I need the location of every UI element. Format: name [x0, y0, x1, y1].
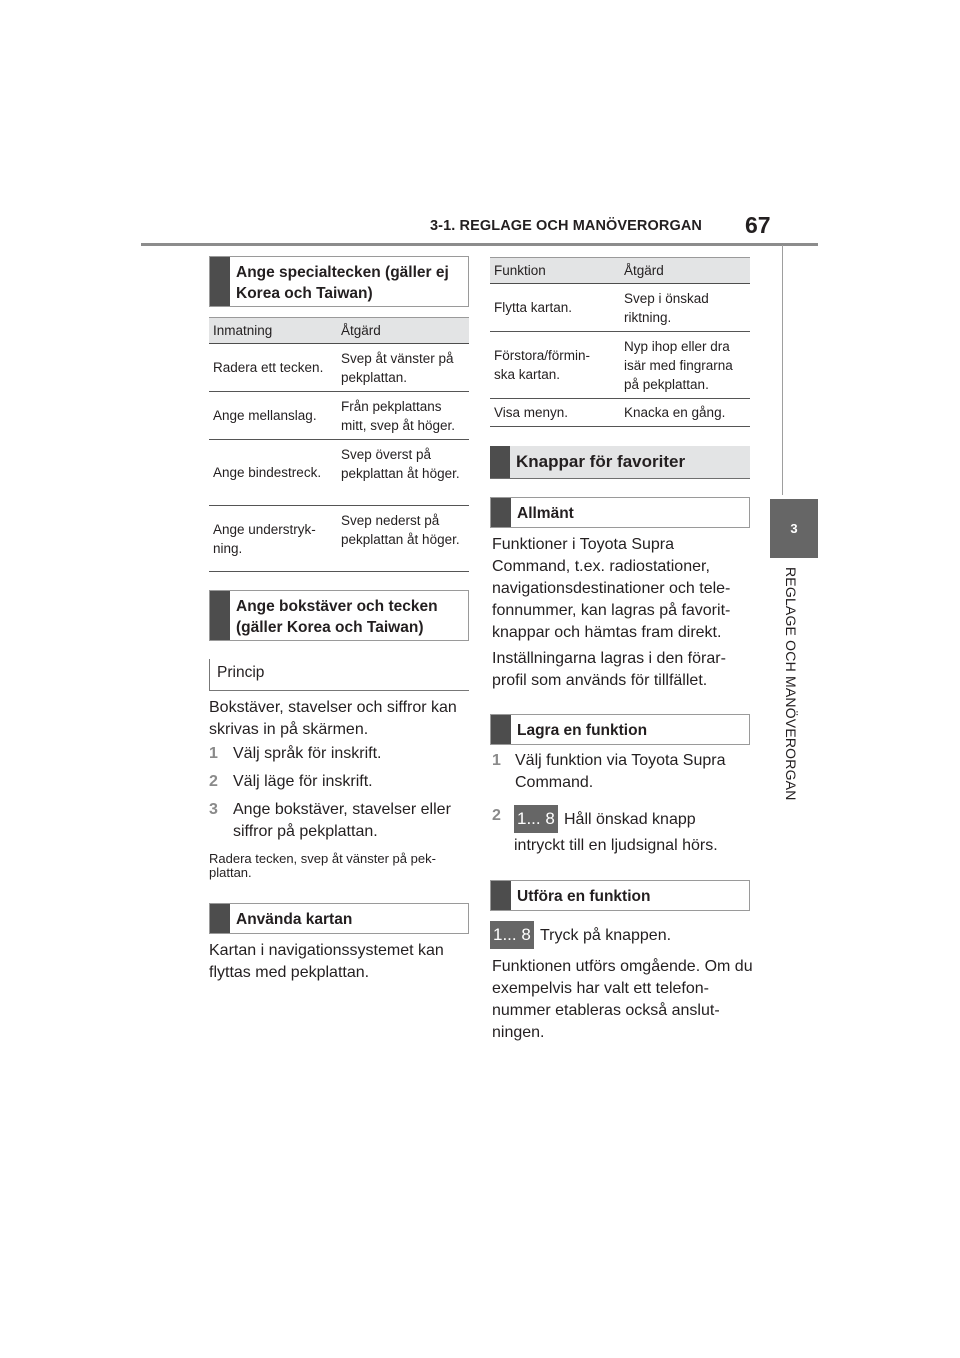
step-text: Välj språk för inskrift.	[233, 745, 382, 762]
table-row	[209, 506, 469, 572]
table-cell: Svep överst på pekplattan åt höger.	[337, 440, 469, 506]
general-paragraph-1: Funktioner i Toyota Supra Command, t.ex. radiostationer, navigationsdestinationer och tele-fonnummer, kan lagras på favorit-knappar och hämtas fram direkt.	[492, 536, 731, 641]
table-header: Åtgärd	[620, 258, 750, 284]
exec-line	[490, 921, 752, 951]
favorites-heading-text: Knappar för favoriter	[516, 452, 686, 471]
table-cell: Knacka en gång.	[620, 399, 750, 427]
general-heading-text: Allmänt	[517, 505, 574, 522]
principle-text: Princip	[217, 664, 265, 681]
table-row	[490, 332, 750, 399]
store-heading	[490, 714, 750, 745]
chapter-label: REGLAGE OCH MANÖVERORGAN	[783, 567, 799, 801]
table-header-row	[490, 258, 750, 284]
step-number: 1	[209, 745, 218, 762]
table-cell: Förstora/förmin-ska kartan.	[490, 332, 620, 399]
exec-heading	[490, 880, 750, 911]
step-1	[209, 743, 471, 765]
table-cell: Flytta kartan.	[490, 284, 620, 332]
special-chars-heading	[209, 256, 469, 307]
store-step-2-cont: intryckt till en ljudsignal hörs.	[514, 837, 718, 854]
map-functions-table	[490, 257, 750, 427]
step-text-a: Håll önskad knapp	[564, 811, 696, 828]
favorites-heading	[490, 446, 750, 479]
section-title: 3-1. REGLAGE OCH MANÖVERORGAN	[430, 218, 702, 234]
table-row	[209, 392, 469, 440]
exec-heading-text: Utföra en funktion	[517, 888, 651, 905]
table-cell: Nyp ihop eller dra isär med fingrarna på pekplattan.	[620, 332, 750, 399]
table-header: Funktion	[490, 258, 620, 284]
table-cell: Svep i önskad riktning.	[620, 284, 750, 332]
table-header: Inmatning	[209, 318, 337, 344]
table-cell: Visa menyn.	[490, 399, 620, 427]
heading-marker	[491, 715, 511, 744]
table-header-row	[209, 318, 469, 344]
page-number: 67	[745, 212, 771, 238]
general-heading	[490, 497, 750, 528]
heading-marker	[490, 446, 510, 478]
store-step-1	[492, 750, 754, 791]
table-cell: Ange mellanslag.	[209, 392, 337, 440]
side-divider	[782, 245, 783, 495]
step-text: Välj funktion via Toyota Supra Command.	[515, 752, 726, 791]
step-text: Ange bokstäver, stavelser eller siffror på pekplattan.	[233, 801, 451, 840]
header-rule	[141, 243, 818, 246]
note-text: Radera tecken, svep åt vänster på pek-plattan.	[209, 851, 436, 880]
table-row	[209, 440, 469, 506]
step-number: 3	[209, 801, 218, 818]
step-number: 1	[492, 752, 501, 769]
letters-heading	[209, 590, 469, 641]
special-chars-heading-text: Ange specialtecken (gäller ej Korea och Taiwan)	[236, 264, 449, 302]
map-heading-text: Använda kartan	[236, 911, 353, 928]
heading-marker	[491, 881, 511, 910]
table-row	[490, 284, 750, 332]
chapter-number: 3	[790, 521, 798, 536]
store-step-2	[492, 805, 754, 827]
favorite-key-1-8: 1... 8	[514, 805, 558, 833]
step-text: Välj läge för inskrift.	[233, 773, 373, 790]
step-number: 2	[209, 773, 218, 790]
table-cell: Ange bindestreck.	[209, 440, 337, 506]
table-cell: Svep nederst på pekplattan åt höger.	[337, 506, 469, 572]
principle-subheading	[209, 659, 469, 691]
letters-heading-text: Ange bokstäver och tecken (gäller Korea och Taiwan)	[236, 598, 438, 636]
exec-line-text: Tryck på knappen.	[540, 927, 672, 944]
heading-marker	[491, 498, 511, 527]
chapter-tab	[770, 499, 818, 558]
table-row	[209, 344, 469, 392]
table-cell: Från pekplattans mitt, svep åt höger.	[337, 392, 469, 440]
map-paragraph: Kartan i navigationssystemet kan flyttas med pekplattan.	[209, 942, 444, 981]
intro-paragraph: Bokstäver, stavelser och siffror kan skrivas in på skärmen.	[209, 699, 457, 738]
favorite-key-1-8: 1... 8	[490, 921, 534, 949]
general-paragraph-2: Inställningarna lagras i den förar-profil som används för tillfället.	[492, 650, 726, 689]
table-cell: Radera ett tecken.	[209, 344, 337, 392]
store-heading-text: Lagra en funktion	[517, 722, 648, 739]
heading-marker	[210, 257, 230, 306]
heading-marker	[210, 591, 230, 640]
heading-marker	[210, 904, 230, 933]
table-cell: Ange understryk-ning.	[209, 506, 337, 572]
table-header: Åtgärd	[337, 318, 469, 344]
step-number: 2	[492, 807, 501, 824]
input-actions-table	[209, 317, 469, 572]
table-cell: Svep åt vänster på pekplattan.	[337, 344, 469, 392]
exec-paragraph: Funktionen utförs omgående. Om du exempelvis har valt ett telefon-nummer etableras också anslut-ningen.	[492, 958, 753, 1041]
step-3	[209, 799, 471, 840]
step-2	[209, 771, 471, 793]
map-heading	[209, 903, 469, 934]
table-row	[490, 399, 750, 427]
